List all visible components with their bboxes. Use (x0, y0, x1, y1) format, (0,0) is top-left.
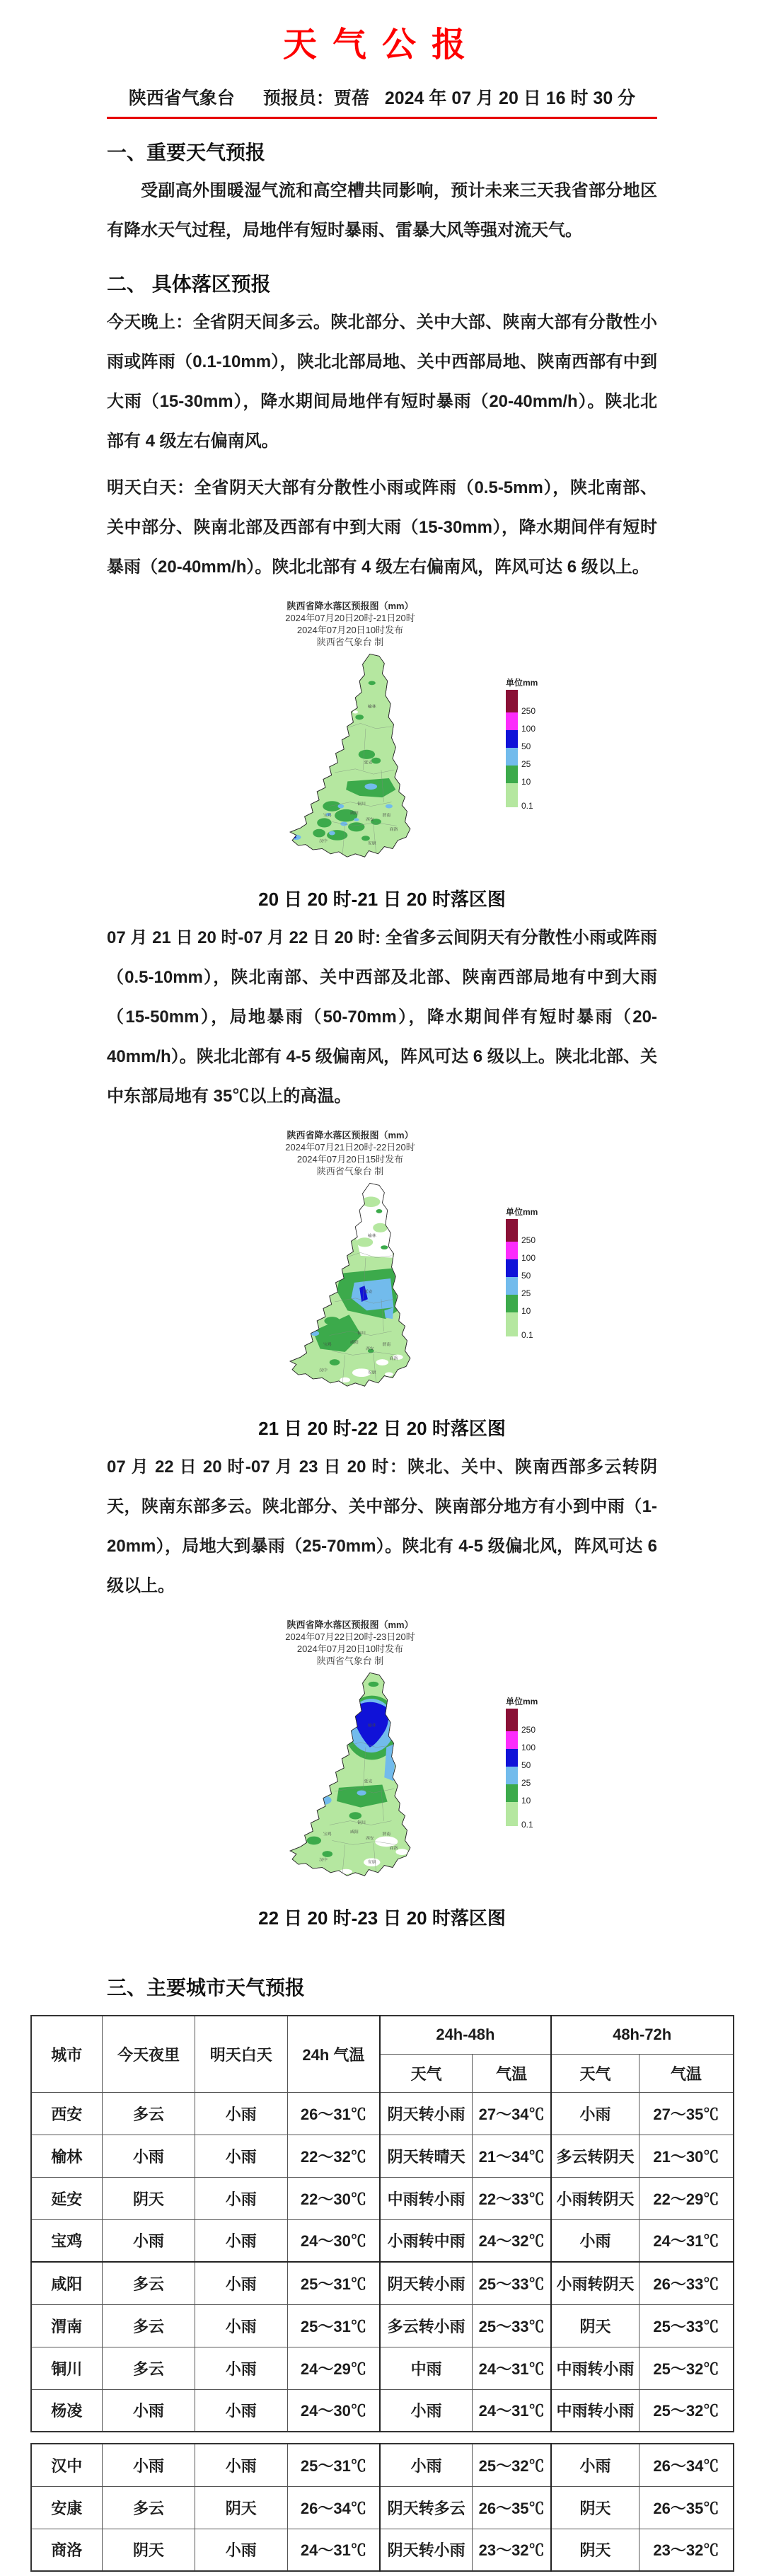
table-row (31, 2177, 734, 2219)
legend-swatch (506, 1219, 518, 1242)
forecast-cell: 22～29℃ (639, 2177, 734, 2219)
legend-swatch (506, 783, 518, 807)
legend-swatch (506, 1749, 518, 1767)
forecast-cell: 27～34℃ (473, 2092, 551, 2135)
forecast-cell: 24～32℃ (473, 2219, 551, 2262)
section2-heading: 二、 具体落区预报 (107, 273, 271, 295)
forecast-cell: 阴天转小雨 (380, 2529, 473, 2571)
map1-title-block (195, 600, 506, 651)
forecast-cell: 阴天 (551, 2304, 639, 2347)
legend-label: 50 (521, 741, 531, 751)
forecast-cell: 25～33℃ (639, 2304, 734, 2347)
forecast-cell: 26～33℃ (639, 2262, 734, 2304)
forecast-cell: 23～32℃ (473, 2529, 551, 2571)
legend-swatch (506, 1731, 518, 1749)
legend-row (506, 1731, 569, 1752)
precip-map-2 (279, 1180, 421, 1392)
forecast-cell: 25～32℃ (639, 2389, 734, 2432)
legend-swatch (506, 1242, 518, 1259)
map2-legend (506, 1129, 569, 1396)
tomorrow-forecast: 明天白天：全省阴天大部有分散性小雨或阵雨（0.5-5mm），陕北南部、关中部分、陕南北部及西部有中到大雨（15-30mm），降水期间伴有短时暴雨（20-40mm/h）。陕北北部有 4 级左右偏南风，阵风可达 6 级以上。 (107, 478, 657, 577)
forecast-cell: 22～32℃ (287, 2135, 380, 2177)
col-group-24h-48h: 24h-48h (380, 2016, 551, 2054)
legend-label: 0.1 (521, 1330, 533, 1340)
forecast-cell: 小雨转阴天 (551, 2177, 639, 2219)
legend-row (506, 690, 569, 716)
col-header-weather-72: 天气 (551, 2054, 639, 2092)
legend-label: 0.1 (521, 801, 533, 811)
legend-swatch (506, 1767, 518, 1784)
forecast-cell: 阴天 (551, 2529, 639, 2571)
forecast-cell: 小雨 (195, 2529, 287, 2571)
legend-row (506, 1312, 569, 1340)
legend-label: 250 (521, 706, 536, 716)
legend-row (506, 783, 569, 811)
forecast-cell: 26～34℃ (287, 2486, 380, 2529)
city-name-cell: 商洛 (31, 2529, 103, 2571)
table-row (31, 2389, 734, 2432)
map-city-label: 商洛 (389, 1356, 398, 1361)
legend-label: 250 (521, 1725, 536, 1735)
table-row (31, 2304, 734, 2347)
map-city-label: 榆林 (367, 1234, 376, 1239)
section1-paragraph: 受副高外围暖湿气流和高空槽共同影响，预计未来三天我省部分地区有降水天气过程，局地伴有短时暴雨、雷暴大风等强对流天气。 (107, 181, 657, 240)
map-city-label: 延安 (364, 761, 373, 766)
forecast-cell: 小雨 (380, 2389, 473, 2432)
legend-row (506, 712, 569, 734)
map-city-label: 铜川 (357, 802, 366, 807)
legend-row (506, 1259, 569, 1281)
legend-row (506, 1709, 569, 1735)
map2-caption: 21 日 20 时-22 日 20 时落区图 (258, 1418, 506, 1439)
legend-label: 100 (521, 1253, 536, 1263)
forecast-cell: 小雨 (195, 2347, 287, 2389)
section1-heading: 一、重要天气预报 (107, 141, 266, 163)
forecast-cell: 多云 (103, 2092, 195, 2135)
legend-swatch (506, 730, 518, 748)
forecast-cell: 小雨 (103, 2135, 195, 2177)
forecast-cell: 24～29℃ (287, 2347, 380, 2389)
map-city-label: 延安 (364, 1779, 373, 1784)
table-row (31, 2486, 734, 2529)
map2-title-block (195, 1129, 506, 1180)
map-city-label: 宝鸡 (323, 814, 332, 819)
table-row (31, 2444, 734, 2486)
precip-map-figure-3 (163, 1619, 601, 1885)
forecast-cell: 中雨 (380, 2347, 473, 2389)
forecast-cell: 小雨 (195, 2092, 287, 2135)
map-city-label: 榆林 (367, 1723, 376, 1728)
map3-title-block (195, 1619, 506, 1670)
table-row (31, 2219, 734, 2262)
city-name-cell: 渭南 (31, 2304, 103, 2347)
legend-row (506, 1277, 569, 1298)
forecast-cell: 多云转阴天 (551, 2135, 639, 2177)
forecast-cell: 24～30℃ (287, 2389, 380, 2432)
legend-label: 50 (521, 1760, 531, 1770)
precip-map-3 (279, 1670, 421, 1882)
forecast-cell: 21～34℃ (473, 2135, 551, 2177)
legend-row (506, 748, 569, 769)
forecast-cell: 小雨转中雨 (380, 2219, 473, 2262)
forecast-cell: 26～34℃ (639, 2444, 734, 2486)
forecast-cell: 24～31℃ (639, 2219, 734, 2262)
legend-label: 10 (521, 777, 531, 787)
map2-title: 陕西省降水落区预报图（mm） (286, 1130, 414, 1140)
legend-label: 50 (521, 1271, 531, 1281)
forecast-cell: 小雨 (551, 2219, 639, 2262)
map-city-label: 铜川 (357, 1332, 366, 1336)
forecast-cell: 25～33℃ (473, 2304, 551, 2347)
city-forecast-table (30, 2015, 734, 2572)
map-city-label: 西安 (365, 818, 374, 822)
forecast-cell: 24～31℃ (473, 2347, 551, 2389)
map-city-label: 延安 (364, 1290, 373, 1295)
forecast-cell: 小雨 (195, 2444, 287, 2486)
legend-label: 0.1 (521, 1820, 533, 1830)
section3-heading: 三、主要城市天气预报 (107, 1977, 306, 1999)
city-name-cell: 咸阳 (31, 2262, 103, 2304)
legend-label: 100 (521, 724, 536, 734)
city-name-cell: 榆林 (31, 2135, 103, 2177)
city-name-cell: 宝鸡 (31, 2219, 103, 2262)
map-city-label: 宝鸡 (323, 1832, 332, 1837)
day3-forecast: 07 月 22 日 20 时-07 月 23 日 20 时：陕北、关中、陕南西部多云转阴天，陕南东部多云。陕北部分、关中部分、陕南部分地方有小到中雨（1-20mm），局地大到暴雨（25-70mm）。陕北有 4-5 级偏北风，阵风可达 6 级以上。 (107, 1457, 657, 1595)
precip-map-1 (279, 651, 421, 863)
forecast-cell: 小雨 (195, 2389, 287, 2432)
forecast-cell: 阴天转小雨 (380, 2092, 473, 2135)
city-table-body-continued (31, 2444, 734, 2571)
page-title: 天气公报 (282, 26, 481, 64)
forecast-cell: 多云 (103, 2304, 195, 2347)
precip-map-figure-2 (163, 1129, 601, 1396)
legend-swatch (506, 1259, 518, 1277)
legend-swatch (506, 1709, 518, 1731)
forecast-cell: 多云 (103, 2262, 195, 2304)
forecast-cell: 多云 (103, 2347, 195, 2389)
forecast-cell: 中雨转小雨 (551, 2347, 639, 2389)
legend-row (506, 1219, 569, 1245)
legend-swatch (506, 712, 518, 730)
map-city-label: 渭南 (382, 1343, 391, 1348)
col-header-temp24: 24h 气温 (287, 2016, 380, 2092)
forecast-cell: 小雨 (195, 2304, 287, 2347)
forecast-cell: 27～35℃ (639, 2092, 734, 2135)
forecast-cell: 阴天转晴天 (380, 2135, 473, 2177)
legend-label: 10 (521, 1306, 531, 1316)
table-row (31, 2529, 734, 2571)
forecast-cell: 小雨 (195, 2262, 287, 2304)
legend-row (506, 1767, 569, 1788)
map-city-label: 咸阳 (350, 1341, 359, 1346)
col-header-temp-72: 气温 (639, 2054, 734, 2092)
col-header-tomorrow: 明天白天 (195, 2016, 287, 2092)
city-name-cell: 延安 (31, 2177, 103, 2219)
legend-label: 250 (521, 1235, 536, 1245)
legend-row (506, 766, 569, 787)
forecast-cell: 中雨转小雨 (380, 2177, 473, 2219)
map-city-label: 安康 (367, 841, 376, 846)
map2-period: 2024年07月21日20时-22日20时 (285, 1142, 415, 1153)
city-name-cell: 西安 (31, 2092, 103, 2135)
city-table-body (31, 2092, 734, 2432)
map1-title: 陕西省降水落区预报图（mm） (286, 601, 414, 611)
forecast-cell: 22～30℃ (287, 2177, 380, 2219)
forecast-cell: 阴天 (103, 2529, 195, 2571)
map-city-label: 铜川 (357, 1821, 366, 1826)
forecast-cell: 小雨 (103, 2219, 195, 2262)
forecast-cell: 25～31℃ (287, 2262, 380, 2304)
legend-row (506, 1295, 569, 1316)
forecast-cell: 中雨转小雨 (551, 2389, 639, 2432)
tonight-forecast: 今天晚上：全省阴天间多云。陕北部分、关中大部、陕南大部有分散性小雨或阵雨（0.1-10mm），陕北北部局地、关中西部局地、陕南西部有中到大雨（15-30mm），降水期间局地伴有短时暴雨（20-40mm/h）。陕北北部有 4 级左右偏南风。 (107, 313, 657, 451)
legend-label: 100 (521, 1743, 536, 1752)
issue-datetime: 2024 年 07 月 20 日 16 时 30 分 (384, 88, 636, 108)
legend-label: 10 (521, 1796, 531, 1806)
map-city-label: 宝鸡 (323, 1343, 332, 1348)
forecast-cell: 25～32℃ (639, 2347, 734, 2389)
forecast-cell: 小雨转阴天 (551, 2262, 639, 2304)
map1-period: 2024年07月20日20时-21日20时 (285, 613, 415, 623)
map-city-label: 榆林 (367, 705, 376, 710)
legend-unit-label: 单位mm (506, 1207, 538, 1217)
forecast-cell: 阴天转多云 (380, 2486, 473, 2529)
col-header-city: 城市 (31, 2016, 103, 2092)
col-header-temp-48: 气温 (473, 2054, 551, 2092)
map3-author: 陕西省气象台 制 (316, 1656, 384, 1666)
city-table-continued (30, 2443, 734, 2572)
col-header-tonight: 今天夜里 (103, 2016, 195, 2092)
legend-swatch (506, 1784, 518, 1802)
forecast-cell: 小雨 (195, 2135, 287, 2177)
forecast-cell: 小雨 (551, 2092, 639, 2135)
legend-row (506, 1242, 569, 1263)
col-header-weather-48: 天气 (380, 2054, 473, 2092)
legend-swatch (506, 690, 518, 712)
forecast-cell: 小雨 (380, 2444, 473, 2486)
legend-row (506, 1749, 569, 1770)
map1-issued: 2024年07月20日10时发布 (296, 625, 404, 635)
legend-swatch (506, 766, 518, 783)
table-row (31, 2262, 734, 2304)
forecast-cell: 24～30℃ (287, 2219, 380, 2262)
map-city-label: 咸阳 (350, 812, 359, 816)
legend-swatch (506, 1312, 518, 1336)
forecast-cell: 阴天转小雨 (380, 2262, 473, 2304)
table-row (31, 2347, 734, 2389)
map2-author: 陕西省气象台 制 (316, 1166, 384, 1177)
city-table-main (30, 2015, 734, 2432)
map-city-label: 渭南 (382, 1832, 391, 1837)
forecaster: 预报员：贾蓓 (262, 88, 369, 108)
legend-label: 25 (521, 759, 531, 769)
map-city-label: 汉中 (319, 1368, 328, 1373)
map-city-label: 商洛 (389, 1846, 398, 1851)
map-city-label: 安康 (367, 1370, 376, 1375)
city-name-cell: 汉中 (31, 2444, 103, 2486)
forecast-cell: 多云转小雨 (380, 2304, 473, 2347)
legend-label: 25 (521, 1778, 531, 1788)
table-row (31, 2135, 734, 2177)
legend-unit-label: 单位mm (506, 678, 538, 688)
map-city-label: 汉中 (319, 839, 328, 844)
forecast-cell: 23～32℃ (639, 2529, 734, 2571)
map-city-label: 安康 (367, 1860, 376, 1865)
forecast-cell: 25～31℃ (287, 2304, 380, 2347)
forecast-cell: 21～30℃ (639, 2135, 734, 2177)
table-row (31, 2092, 734, 2135)
map3-period: 2024年07月22日20时-23日20时 (285, 1631, 415, 1642)
col-group-48h-72h: 48h-72h (551, 2016, 734, 2054)
map3-issued: 2024年07月20日10时发布 (296, 1644, 404, 1654)
map1-caption: 20 日 20 时-21 日 20 时落区图 (258, 889, 506, 910)
city-name-cell: 铜川 (31, 2347, 103, 2389)
legend-row (506, 730, 569, 751)
map-city-label: 商洛 (389, 827, 398, 832)
legend-swatch (506, 748, 518, 766)
forecast-cell: 阴天 (195, 2486, 287, 2529)
issuer-line (107, 84, 657, 119)
map2-issued: 2024年07月20日15时发布 (296, 1154, 404, 1165)
map1-author: 陕西省气象台 制 (316, 637, 384, 647)
map3-legend (506, 1619, 569, 1885)
forecast-cell: 25～31℃ (287, 2444, 380, 2486)
forecast-cell: 多云 (103, 2486, 195, 2529)
map3-title: 陕西省降水落区预报图（mm） (286, 1619, 414, 1630)
map-city-label: 汉中 (319, 1858, 328, 1863)
map-city-label: 咸阳 (350, 1830, 359, 1835)
forecast-cell: 小雨 (551, 2444, 639, 2486)
forecast-cell: 22～33℃ (473, 2177, 551, 2219)
forecast-cell: 26～35℃ (639, 2486, 734, 2529)
legend-row (506, 1802, 569, 1830)
map-city-label: 渭南 (382, 814, 391, 819)
map-city-label: 西安 (365, 1837, 374, 1841)
forecast-cell: 24～31℃ (473, 2389, 551, 2432)
legend-swatch (506, 1277, 518, 1295)
legend-swatch (506, 1295, 518, 1312)
precip-map-figure-1 (163, 600, 601, 867)
forecast-cell: 26～31℃ (287, 2092, 380, 2135)
legend-label: 25 (521, 1288, 531, 1298)
map1-legend (506, 600, 569, 867)
city-name-cell: 安康 (31, 2486, 103, 2529)
forecast-cell: 阴天 (551, 2486, 639, 2529)
forecast-cell: 小雨 (103, 2444, 195, 2486)
legend-swatch (506, 1802, 518, 1826)
forecast-cell: 阴天 (103, 2177, 195, 2219)
forecast-cell: 24～31℃ (287, 2529, 380, 2571)
city-name-cell: 杨凌 (31, 2389, 103, 2432)
map3-caption: 22 日 20 时-23 日 20 时落区图 (258, 1907, 506, 1929)
forecast-cell: 小雨 (103, 2389, 195, 2432)
station-name: 陕西省气象台 (128, 88, 235, 108)
forecast-cell: 小雨 (195, 2177, 287, 2219)
legend-unit-label: 单位mm (506, 1697, 538, 1706)
day2-forecast: 07 月 21 日 20 时-07 月 22 日 20 时: 全省多云间阴天有分散性小雨或阵雨（0.5-10mm），陕北南部、关中西部及北部、陕南西部局地有中到大雨（15-50mm），局地暴雨（50-70mm），降水期间伴有短时暴雨（20-40mm/h）。陕北北部有 4-5 级偏南风，阵风可达 6 级以上。陕北北部、关中东部局地有 35℃以上的高温。 (107, 928, 657, 1106)
table-header-row (31, 2016, 734, 2054)
table-page-gap (30, 2432, 734, 2443)
forecast-cell: 26～35℃ (473, 2486, 551, 2529)
map-city-label: 西安 (365, 1347, 374, 1351)
forecast-cell: 25～33℃ (473, 2262, 551, 2304)
legend-row (506, 1784, 569, 1806)
forecast-cell: 25～32℃ (473, 2444, 551, 2486)
forecast-cell: 小雨 (195, 2219, 287, 2262)
